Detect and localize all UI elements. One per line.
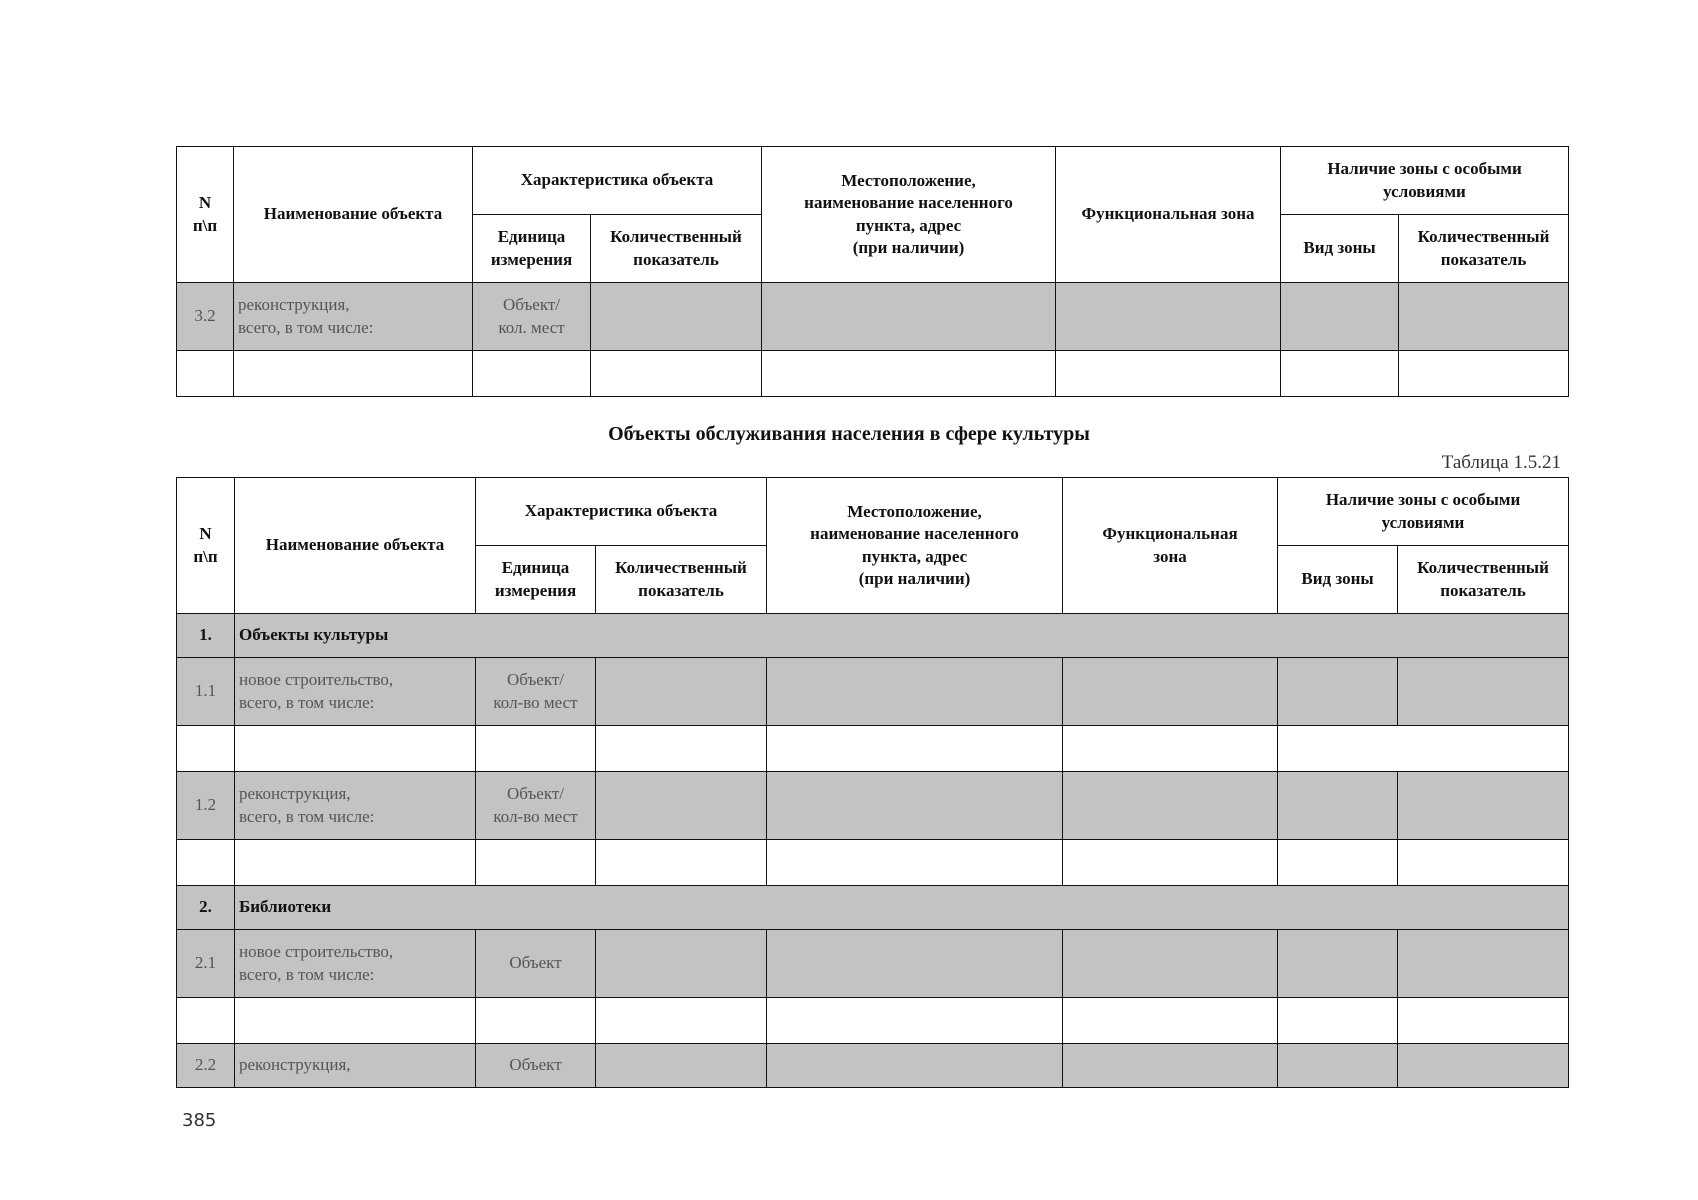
empty-cell <box>1399 351 1569 397</box>
empty-cell <box>596 772 767 840</box>
empty-cell <box>177 351 234 397</box>
empty-cell <box>596 726 767 772</box>
page-number: 385 <box>182 1110 217 1131</box>
empty-cell <box>767 726 1063 772</box>
empty-cell <box>235 998 476 1044</box>
header-unit: Единица измерения <box>476 546 596 614</box>
table-row <box>177 1044 1569 1088</box>
table-row <box>177 283 1569 351</box>
empty-cell <box>596 930 767 998</box>
row-name: реконструкция, <box>235 1044 476 1088</box>
row-number: 2.1 <box>177 930 235 998</box>
header-location: Местоположение, наименование населенного пункта, адрес (при наличии) <box>762 147 1056 283</box>
header-row <box>177 147 1569 215</box>
empty-cell <box>1056 351 1281 397</box>
table-row <box>177 772 1569 840</box>
empty-cell <box>591 283 762 351</box>
section-row <box>177 886 1569 930</box>
empty-cell <box>1278 772 1398 840</box>
empty-cell <box>1278 998 1398 1044</box>
section-heading: Библиотеки <box>235 886 1569 930</box>
empty-cell <box>1063 840 1278 886</box>
header-functional-zone: Функциональная зона <box>1063 478 1278 614</box>
empty-cell <box>596 840 767 886</box>
empty-cell <box>767 998 1063 1044</box>
header-special-zone: Наличие зоны с особыми условиями <box>1278 478 1569 546</box>
empty-cell <box>596 658 767 726</box>
empty-cell <box>767 658 1063 726</box>
empty-cell <box>476 726 596 772</box>
empty-cell <box>1398 1044 1569 1088</box>
empty-cell <box>767 930 1063 998</box>
header-special-zone: Наличие зоны с особыми условиями <box>1281 147 1569 215</box>
empty-cell <box>767 772 1063 840</box>
empty-cell <box>767 1044 1063 1088</box>
empty-cell <box>1281 351 1399 397</box>
empty-cell <box>1398 658 1569 726</box>
header-name: Наименование объекта <box>235 478 476 614</box>
empty-row <box>177 726 1569 772</box>
empty-row <box>177 840 1569 886</box>
empty-cell <box>1063 658 1278 726</box>
section-number: 2. <box>177 886 235 930</box>
empty-cell <box>1063 998 1278 1044</box>
header-quantity: Количественный показатель <box>596 546 767 614</box>
row-name: реконструкция, всего, в том числе: <box>234 283 473 351</box>
empty-cell <box>1398 772 1569 840</box>
row-unit: Объект <box>476 1044 596 1088</box>
table-row <box>177 658 1569 726</box>
header-zone-quantity: Количественный показатель <box>1398 546 1569 614</box>
empty-cell <box>1278 658 1398 726</box>
header-zone-quantity: Количественный показатель <box>1399 215 1569 283</box>
empty-cell <box>767 840 1063 886</box>
continuation-table <box>176 146 1569 397</box>
empty-row <box>177 351 1569 397</box>
row-unit: Объект/ кол-во мест <box>476 658 596 726</box>
empty-cell <box>1281 283 1399 351</box>
empty-cell <box>177 726 235 772</box>
empty-cell <box>177 998 235 1044</box>
empty-cell <box>234 351 473 397</box>
header-functional-zone: Функциональная зона <box>1056 147 1281 283</box>
row-name: новое строительство, всего, в том числе: <box>235 930 476 998</box>
header-name: Наименование объекта <box>234 147 473 283</box>
empty-cell <box>1399 283 1569 351</box>
header-num: N п\п <box>177 147 234 283</box>
culture-objects-table <box>176 477 1569 1088</box>
empty-cell <box>1278 726 1569 772</box>
section-row <box>177 614 1569 658</box>
empty-cell <box>1056 283 1281 351</box>
empty-cell <box>1398 998 1569 1044</box>
empty-cell <box>235 840 476 886</box>
empty-cell <box>1063 726 1278 772</box>
empty-cell <box>1278 930 1398 998</box>
header-quantity: Количественный показатель <box>591 215 762 283</box>
empty-cell <box>762 283 1056 351</box>
header-location: Местоположение, наименование населенного пункта, адрес (при наличии) <box>767 478 1063 614</box>
empty-cell <box>1278 840 1398 886</box>
header-characteristic: Характеристика объекта <box>473 147 762 215</box>
header-characteristic: Характеристика объекта <box>476 478 767 546</box>
row-number: 3.2 <box>177 283 234 351</box>
row-name: реконструкция, всего, в том числе: <box>235 772 476 840</box>
section-title: Объекты обслуживания населения в сфере культуры <box>608 423 1090 445</box>
empty-cell <box>1398 840 1569 886</box>
empty-cell <box>596 998 767 1044</box>
row-unit: Объект/ кол-во мест <box>476 772 596 840</box>
empty-cell <box>1063 930 1278 998</box>
row-number: 1.1 <box>177 658 235 726</box>
header-zone-type: Вид зоны <box>1281 215 1399 283</box>
empty-cell <box>177 840 235 886</box>
section-heading: Объекты культуры <box>235 614 1569 658</box>
empty-cell <box>1063 772 1278 840</box>
row-name: новое строительство, всего, в том числе: <box>235 658 476 726</box>
empty-cell <box>473 351 591 397</box>
header-row <box>177 478 1569 546</box>
header-zone-type: Вид зоны <box>1278 546 1398 614</box>
table-label: Таблица 1.5.21 <box>1441 452 1561 473</box>
header-num: N п\п <box>177 478 235 614</box>
empty-cell <box>476 998 596 1044</box>
empty-cell <box>1063 1044 1278 1088</box>
empty-row <box>177 998 1569 1044</box>
empty-cell <box>1278 1044 1398 1088</box>
empty-cell <box>596 1044 767 1088</box>
section-number: 1. <box>177 614 235 658</box>
row-unit: Объект <box>476 930 596 998</box>
row-number: 1.2 <box>177 772 235 840</box>
header-unit: Единица измерения <box>473 215 591 283</box>
empty-cell <box>762 351 1056 397</box>
table-row <box>177 930 1569 998</box>
row-number: 2.2 <box>177 1044 235 1088</box>
empty-cell <box>476 840 596 886</box>
empty-cell <box>1398 930 1569 998</box>
empty-cell <box>235 726 476 772</box>
row-unit: Объект/ кол. мест <box>473 283 591 351</box>
empty-cell <box>591 351 762 397</box>
